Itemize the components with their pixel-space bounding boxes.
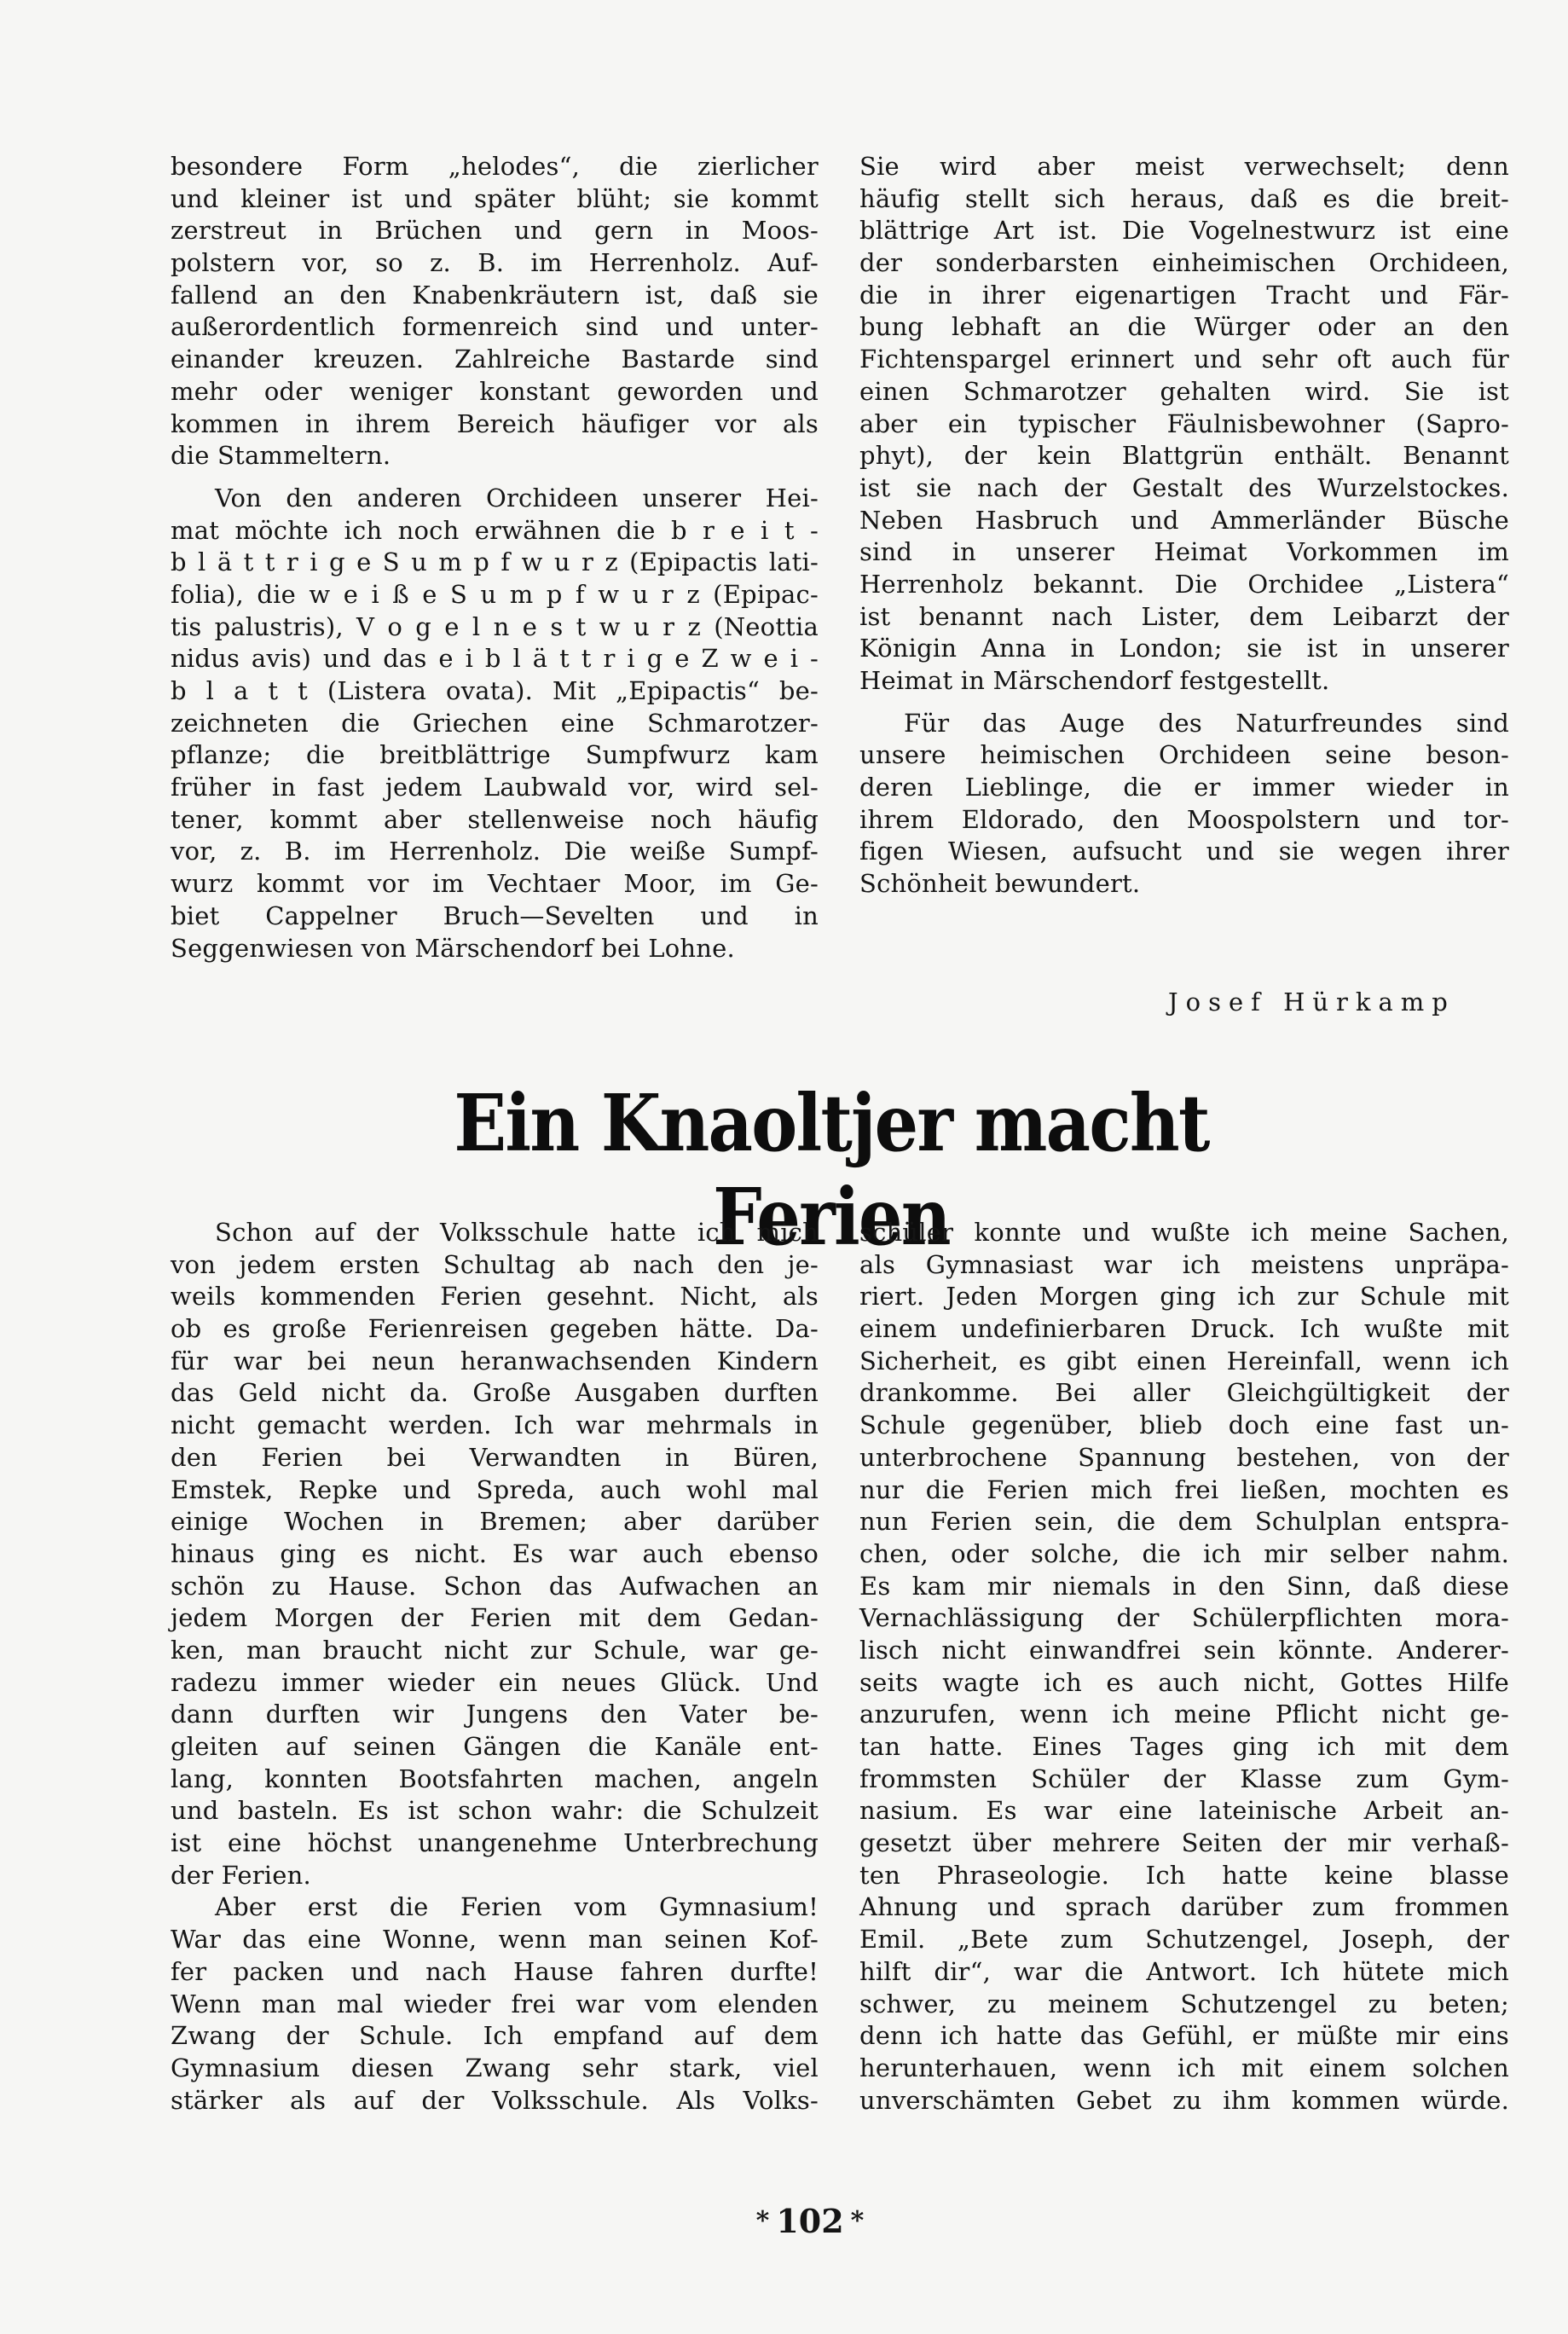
text-line: und basteln. Es ist schon wahr: die Schulzeit (171, 1796, 819, 1826)
text-line: chen, oder solche, die ich mir selber nahm. (859, 1538, 1509, 1568)
text-line: Zwang der Schule. Ich empfand auf dem (171, 2021, 819, 2051)
text-line: sind in unserer Heimat Vorkommen im (859, 537, 1509, 567)
text-line: für war bei neun heranwachsenden Kindern (171, 1346, 819, 1375)
text-line: unsere heimischen Orchideen seine beson- (859, 740, 1509, 770)
text-line: vor, z. B. im Herrenholz. Die weiße Sumpf- (171, 837, 819, 866)
text-line: gleiten auf seinen Gängen die Kanäle ent- (171, 1732, 819, 1761)
text-line: Wenn man mal wieder frei war vom elenden (171, 1989, 819, 2018)
text-line: Heimat in Märschendorf festgestellt. (859, 666, 1330, 695)
text-line: b l a t t (Listera ovata). Mit „Epipactis“ be- (171, 676, 819, 705)
text-line: aber ein typischer Fäulnisbewohner (Sapro- (859, 408, 1509, 438)
text-line: besondere Form „helodes“, die zierlicher (171, 152, 819, 181)
text-line: phyt), der kein Blattgrün enthält. Benannt (859, 441, 1509, 471)
text-line: tan hatte. Eines Tages ging ich mit dem (859, 1732, 1509, 1761)
star-ornament-icon: * (850, 2206, 865, 2236)
text-line: figen Wiesen, aufsucht und sie wegen ihrer (859, 837, 1509, 866)
text-line: frommsten Schüler der Klasse zum Gym- (859, 1764, 1509, 1793)
text-line: und kleiner ist und später blüht; sie kommt (171, 183, 819, 213)
text-line: die Stammeltern. (171, 441, 391, 471)
text-line: denn ich hatte das Gefühl, er müßte mir eins (859, 2021, 1509, 2051)
text-line: gesetzt über mehrere Seiten der mir verhaß- (859, 1828, 1509, 1858)
text-line: biet Cappelner Bruch—Sevelten und in (171, 901, 819, 930)
text-line: ist sie nach der Gestalt des Wurzelstockes. (859, 472, 1509, 502)
text-line: Schule gegenüber, blieb doch eine fast un- (859, 1410, 1509, 1440)
text-line: nun Ferien sein, die dem Schulplan entspra- (859, 1507, 1509, 1537)
text-line: bung lebhaft an die Würger oder an den (859, 312, 1509, 342)
text-line: Neben Hasbruch und Ammerländer Büsche (859, 505, 1509, 535)
article2-left-column (171, 1217, 819, 2117)
text-line: Ahnung und sprach darüber zum frommen (859, 1892, 1509, 1922)
text-line: fallend an den Knabenkräutern ist, daß sie (171, 280, 819, 310)
text-line: von jedem ersten Schultag ab nach den je- (171, 1249, 819, 1279)
author-signature: Josef Hürkamp (1168, 987, 1455, 1016)
text-line: drankomme. Bei aller Gleichgültigkeit der (859, 1378, 1509, 1408)
text-line: herunterhauen, wenn ich mit einem solchen (859, 2053, 1509, 2082)
text-line: früher in fast jedem Laubwald vor, wird sel- (171, 773, 819, 802)
text-line: folia), die w e i ß e S u m p f w u r z (Epipac- (171, 579, 819, 609)
text-line: Für das Auge des Naturfreundes sind (904, 708, 1509, 738)
text-line: mat möchte ich noch erwähnen die b r e i t - (171, 515, 819, 545)
text-line: Herrenholz bekannt. Die Orchidee „Listera“ (859, 569, 1509, 599)
text-line: tis palustris), V o g e l n e s t w u r z (Neottia (171, 611, 819, 641)
article2-right-column (859, 1217, 1509, 2117)
text-line: der sonderbarsten einheimischen Orchideen, (859, 248, 1509, 278)
text-line: pflanze; die breitblättrige Sumpfwurz kam (171, 740, 819, 770)
text-line: Emil. „Bete zum Schutzengel, Joseph, der (859, 1925, 1509, 1955)
article1-right-column (859, 151, 1509, 901)
text-line: Schon auf der Volksschule hatte ich mich (215, 1218, 819, 1247)
text-line: das Geld nicht da. Große Ausgaben durften (171, 1378, 819, 1408)
text-line: einem undefinierbaren Druck. Ich wußte mit (859, 1314, 1509, 1344)
text-line: dann durften wir Jungens den Vater be- (171, 1700, 819, 1729)
text-line: als Gymnasiast war ich meistens unpräpa- (859, 1249, 1509, 1279)
article1-left-column (171, 151, 819, 964)
paragraph-gap (171, 472, 819, 483)
text-line: den Ferien bei Verwandten in Büren, (171, 1442, 819, 1472)
text-line: Sie wird aber meist verwechselt; denn (859, 152, 1509, 181)
text-line: stärker als auf der Volksschule. Als Volks- (171, 2085, 819, 2115)
text-line: tener, kommt aber stellenweise noch häufig (171, 804, 819, 834)
text-line: einen Schmarotzer gehalten wird. Sie ist (859, 376, 1509, 406)
text-line: außerordentlich formenreich sind und unter- (171, 312, 819, 342)
text-line: schüler konnte und wußte ich meine Sachen, (859, 1218, 1509, 1247)
text-line: Schönheit bewundert. (859, 869, 1141, 899)
text-line: Seggenwiesen von Märschendorf bei Lohne. (171, 933, 735, 963)
text-line: Sicherheit, es gibt einen Hereinfall, wenn ich (859, 1346, 1509, 1375)
text-line: wurz kommt vor im Vechtaer Moor, im Ge- (171, 869, 819, 899)
text-line: nicht gemacht werden. Ich war mehrmals in (171, 1410, 819, 1440)
text-line: Königin Anna in London; sie ist in unserer (859, 634, 1509, 663)
text-line: zeichneten die Griechen eine Schmarotzer- (171, 708, 819, 738)
text-line: ihrem Eldorado, den Moospolstern und tor- (859, 804, 1509, 834)
text-line: nasium. Es war eine lateinische Arbeit an- (859, 1796, 1509, 1826)
page-number-value: 102 (776, 2202, 844, 2240)
text-line: blättrige Art ist. Die Vogelnestwurz ist eine (859, 216, 1509, 246)
text-line: Es kam mir niemals in den Sinn, daß diese (859, 1571, 1509, 1601)
text-line: weils kommenden Ferien gesehnt. Nicht, als (171, 1282, 819, 1312)
paragraph-gap (859, 698, 1509, 708)
text-line: riert. Jeden Morgen ging ich zur Schule mit (859, 1282, 1509, 1312)
text-line: Vernachlässigung der Schülerpflichten mora- (859, 1603, 1509, 1633)
text-line: hinaus ging es nicht. Es war auch ebenso (171, 1538, 819, 1568)
text-line: Gymnasium diesen Zwang sehr stark, viel (171, 2053, 819, 2082)
text-line: radezu immer wieder ein neues Glück. Und (171, 1667, 819, 1697)
text-line: mehr oder weniger konstant geworden und (171, 376, 819, 406)
text-line: b l ä t t r i g e S u m p f w u r z (Epipactis lati- (171, 547, 819, 577)
text-line: häufig stellt sich heraus, daß es die breit- (859, 183, 1509, 213)
text-line: Fichtenspargel erinnert und sehr oft auch für (859, 345, 1509, 374)
text-line: nidus avis) und das e i b l ä t t r i g e Z w e i - (171, 644, 819, 674)
text-line: der Ferien. (171, 1860, 311, 1890)
text-line: ob es große Ferienreisen gegeben hätte. Da- (171, 1314, 819, 1344)
text-line: einige Wochen in Bremen; aber darüber (171, 1507, 819, 1537)
text-line: jedem Morgen der Ferien mit dem Gedan- (171, 1603, 819, 1633)
text-line: schön zu Hause. Schon das Aufwachen an (171, 1571, 819, 1601)
text-line: einander kreuzen. Zahlreiche Bastarde sind (171, 345, 819, 374)
text-line: anzurufen, wenn ich meine Pflicht nicht ge- (859, 1700, 1509, 1729)
article-headline: Ein Knaoltjer macht Ferien (454, 1077, 1209, 1263)
text-line: ten Phraseologie. Ich hatte keine blasse (859, 1860, 1509, 1890)
text-line: die in ihrer eigenartigen Tracht und Fär- (859, 280, 1509, 310)
text-line: nur die Ferien mich frei ließen, mochten es (859, 1474, 1509, 1504)
text-line: fer packen und nach Hause fahren durfte! (171, 1956, 819, 1986)
text-line: lisch nicht einwandfrei sein könnte. Anderer- (859, 1635, 1509, 1665)
text-line: unterbrochene Spannung bestehen, von der (859, 1442, 1509, 1472)
text-line: Emstek, Repke und Spreda, auch wohl mal (171, 1474, 819, 1504)
text-line: Von den anderen Orchideen unserer Hei- (215, 483, 819, 513)
text-line: polstern vor, so z. B. im Herrenholz. Auf- (171, 248, 819, 278)
star-ornament-icon: * (755, 2206, 770, 2236)
text-line: Aber erst die Ferien vom Gymnasium! (215, 1892, 819, 1922)
text-line: War das eine Wonne, wenn man seinen Kof- (171, 1925, 819, 1955)
text-line: lang, konnten Bootsfahrten machen, angeln (171, 1764, 819, 1793)
page-number (742, 2202, 878, 2240)
text-line: ken, man braucht nicht zur Schule, war ge- (171, 1635, 819, 1665)
text-line: ist benannt nach Lister, dem Leibarzt der (859, 601, 1509, 631)
text-line: zerstreut in Brüchen und gern in Moos- (171, 216, 819, 246)
text-line: kommen in ihrem Bereich häufiger vor als (171, 408, 819, 438)
text-line: schwer, zu meinem Schutzengel zu beten; (859, 1989, 1509, 2018)
text-line: ist eine höchst unangenehme Unterbrechung (171, 1828, 819, 1858)
text-line: hilft dir“, war die Antwort. Ich hütete mich (859, 1956, 1509, 1986)
text-line: unverschämten Gebet zu ihm kommen würde. (859, 2085, 1509, 2115)
text-line: deren Lieblinge, die er immer wieder in (859, 773, 1509, 802)
text-line: seits wagte ich es auch nicht, Gottes Hilfe (859, 1667, 1509, 1697)
